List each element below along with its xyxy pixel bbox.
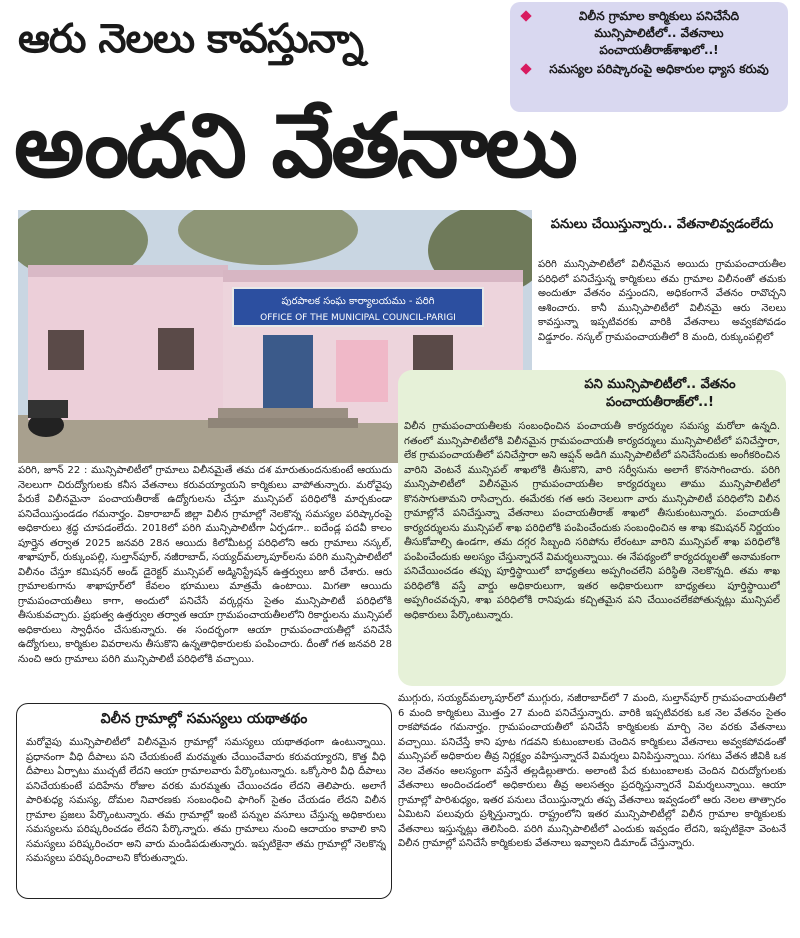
lead-article-text: పరిగి, జూన్ 22 : మున్సిపాలిటీలో గ్రామాలు విలీనమైతే తమ దశ మారుతుందనుకుంటే ఆయుదు నెలలుగా చిరుద్యోగులకు కనీస వేతనాలు కరువయ్యాయని కార్మికులు వాపోతున్నారు. మరోవైపు పేరుకే విలీనమైనా పంచాయతీరాజ్ ఉద్యోగులను చేస్తూ మున్సిపల్ పరిధిలోకి మార్చకుండా పనిచేయిస్తుండడం గమనార్హం. వికారాబాద్ జిల్లా విలీన గ్రామాల్లో నెలకొన్న సమస్యల పరిష్కారంపై అధికారులు శ్రద్ధ చూపడంలేదు. 2018లో పరిగి మున్సిపాలిటీగా ఏర్పడగా.. ఐదేండ్ల పదవీ కాలం పూర్తైన తర్వాత 2025 జనవరి 28న ఆయిదు కిలోమీటర్ల పరిధిలోని ఆరు గ్రామాలు నస్కల్, శాఖాపూర్, రుక్కుంపల్లి, సుల్తాన్‌పూర్, నజీరాబాద్, సయ్యద్‌మల్కాపూర్‌లను పరిగి మున్సిపాలిటీలో విలీనం చేస్తూ కమిషనర్ అండ్ డైరెక్టర్ మున్సిపల్ అడ్మినిస్ట్రేషన్ ఉత్తర్వులు జారీ చేశారు. ఆరు గ్రామాలకుగాను శాఖాపూర్‌లో కేవలం భూములు మాత్రమే ఉంటాయి. మిగతా ఆయిదు గ్రామపంచాయతీలు కాగా, అందులో పనిచేసే వర్కర్లను సైతం మున్సిపాలిటీ పరిధిలోకి తీసుకువచ్చారు. ప్రభుత్వ ఉత్తర్వుల తర్వాత ఆయా గ్రామపంచాయతీలలోని రికార్డులను మున్సిపల్ అధికారులు స్వాధీనం చేసుకున్నారు. ఈ సందర్భంగా ఆయా గ్రామపంచాయతీల్లో పనిచేసే ఉద్యోగులు, కార్మికుల వివరాలను తీసుకొని ఉన్నతాధికారులకు పంపించారు. దీంతో గత జనవరి 28 నుంచి ఆరు గ్రామాలు పరిగి మున్సిపాలిటీ పరిధిలోకి వచ్చాయి. (18, 465, 392, 665)
right-top-text: పరిగి మున్సిపాలిటీలో విలీనమైన అయిదు గ్రామపంచాయతీల పరిధిలో పనిచేస్తున్న కార్మికులు తమ గ్రామాల విలీనంతో తమకు అందుతూ వేతనం వస్తుందని, అధికంగానే వేతనం రావొచ్చని ఆశించారు. కానీ మున్సిపాలిటీలో విలీనమై ఆరు నెలలు కావస్తున్నా ఇప్పటివరకు వారికి వేతనాలు అవ్వకపోవడం విడ్డూరం. నస్కల్ గ్రామపంచాయతీలో 8 మంది, రుక్కుంపల్లిలో (538, 259, 786, 343)
main-headline: అందని వేతనాలు (14, 94, 575, 197)
problems-box-text: మరోవైపు మున్సిపాలిటీలో విలీనమైన గ్రామాల్లో సమస్యలు యథాతథంగా ఉంటున్నాయి. ప్రధానంగా వీధి దీపాలు పని చేయకుంటే మరమ్మతు చేయించేవారు కరువయ్యారని, కొత్త వీధి దీపాలు ఏర్పాటు ముచ్చటే లేదని ఆయా గ్రామాలవారు పేర్కొంటున్నారు. ఒక్కోసారి వీధి దీపాలు పనిచేయకుంటే పదిహేను రోజుల వరకు మరమ్మతు చేయించడం లేదని తెలిపారు. అలాగే పారిశుధ్య సమస్య, దోమల నివారణకు సంబంధించి ఫాగింగ్ సైతం చేయడం లేదని విలీన గ్రామాల ప్రజలు పేర్కొంటున్నారు. తమ గ్రామాల్లో ఇంటి పన్నుల వసూలు చేస్తున్న అధికారులు సమస్యలను పరిష్కరించడం లేదని పేర్కొన్నారు. తమ గ్రామాలు నుంచి ఆదాయం కావాలి కాని సమస్యలు పరిష్కరించరా అని వారు మండిపడుతున్నారు. ఇప్పటికైనా తమ గ్రామాల్లో నెలకొన్న సమస్యలు పరిష్కరించాలని కోరుతున్నారు. (26, 737, 386, 864)
right-top-heading: పనులు చేయిస్తున్నారు.. వేతనాలివ్వడంలేదు (550, 217, 774, 232)
kicker-headline: ఆరు నెలలు కావస్తున్నా (18, 16, 363, 62)
bottom-right-text: ముగ్గురు, సయ్యద్‌మల్కాపూర్‌లో ముగ్గురు, నజీరాబాద్‌లో 7 మంది, సుల్తాన్‌పూర్ గ్రామపంచాయతీలో 6 మంది కార్మికులు మొత్తం 27 మంది పనిచేస్తున్నారు. వారికి ఇప్పటివరకు ఒక నెల వేతనం సైతం రాకపోవడం గమనార్హం. గ్రామపంచాయతీలో పనిచేసే కార్మికులకు మార్చి నెల వరకు వేతనాలు వచ్చాయి. పనిచేస్తే కాని పూట గడవని కుటుంబాలకు చెందిన కార్మికులు వేతనాలు అవ్వకపోవడంతో మున్సిపల్ అధికారుల తీవ్ర నిర్లక్ష్యం వహిస్తున్నారనే విమర్శలు వినిపిస్తున్నాయి. సగటు వేతన జీవికి ఒక నెల వేతనం ఆలస్యంగా వస్తేనే తల్లడిల్లుతారు. అలాంటి పేద కుటుంబాలకు చెందిన చిరుద్యోగులకు వేతనాలు అందించడంలో అధికారులు తీవ్ర అలసత్వం ప్రదర్శిస్తున్నారనే విమర్శలున్నాయి. ఆయా గ్రామాల్లో పారిశుధ్యం, ఇతర పనులు చేయిస్తున్నారు తప్ప వేతనాలు ఇవ్వడంలో ఆరు నెలల తాత్సారం ఏమిటని పలువురు ప్రశ్నిస్తున్నారు. రాష్ట్రంలోని ఇతర మున్సిపాలిటీల్లో విలీన గ్రామాల కార్మికులకు వేతనాలు ఇస్తున్నట్లు తెలిసింది. పరిగి మున్సిపాలిటీలో ఎందుకు ఇవ్వడం లేదని, ఇప్పటికైనా వెంటనే విలీన గ్రామాల్లో పనిచేసే కార్మికులకు వేతనాలు ఇవ్వాలని డిమాండ్ చేస్తున్నారు. (398, 693, 786, 849)
signboard-telugu-text: పురపాలక సంఘ కార్యాలయము - పరిగి (281, 296, 435, 307)
signboard-english-text: OFFICE OF THE MUNICIPAL COUNCIL-PARIGI (260, 313, 456, 323)
highlight-item (518, 61, 780, 78)
highlight-text: విలీన గ్రామాల కార్మికులు పనిచేసేది మున్సిపాలిటీలో.. వేతనాలు పంచాయతీరాజ్‌శాఖలో..! (578, 9, 740, 57)
highlight-text: సమస్యల పరిష్కారంపై అధికారుల ధ్యాస కరువు (549, 62, 769, 76)
highlight-item (518, 8, 780, 59)
diamond-bullet-icon (520, 10, 531, 21)
green-box-heading: పని మున్సిపాలిటీలో.. వేతనం పంచాయతీరాజ్‌లో..! (584, 377, 736, 410)
diamond-bullet-icon (520, 63, 531, 74)
green-box-text: విలీన గ్రామపంచాయతీలకు సంబంధించిన పంచాయతీ కార్యదర్శుల సమస్య మరోలా ఉన్నది. గతంలో మున్సిపాలిటీలోకి విలీనమైన గ్రామపంచాయతీ కార్యదర్శులు మున్సిపాలిటీలో పనిచేస్తారా, లేక గ్రామపంచాయతీలో పనిచేస్తారా అని ఆప్షన్ అడిగి మున్సిపాలిటీలో పనిచేసేందుకు అంగీకరించిన వారిని వెంటనే మున్సిపల్ శాఖలోకి తీసుకొని, వారి సర్వీసును అలాగే కొనసాగించారు. పరిగి మున్సిపాలిటీలో విలీనమైన గ్రామపంచాయతీల కార్యదర్శులు తాము మున్సిపాలిటీలో కొనసాగుతామని రాసిచ్చారు. ఈమేరకు గత ఆరు నెలలుగా వారు మున్సిపాలిటీ పరిధిలోని విలీన గ్రామాల్లోనే పనిచేస్తున్నా వేతనాలు పంచాయతీరాజ్ శాఖలో తీసుకుంటున్నారు. పంచాయతీ కార్యదర్శులను మున్సిపల్ శాఖ పరిధిలోకి పంపించేందుకు సంబంధించిన ఆ శాఖ కమిషనర్ నిర్ణయం తీసుకోవాల్సి ఉండగా, తమ దగ్గర సిబ్బంది సరిపోను లేరంటూ వారిని మున్సిపల్ శాఖ పరిధిలోకి పంపించేందుకు అలస్యం చేస్తున్నారనే విమర్శలున్నాయి. ఈ నేపథ్యంలో కార్యదర్శులతో అనామకంగా పనిచేయించడం తప్పు పూర్తిస్థాయిలో బాధ్యతలు అప్పగించలేని పరిస్థితి నెలకొన్నది. తమ శాఖ పరిధిలోకి వస్తే వార్డు అధికారులుగా, ఇతర అధికారులుగా బాధ్యతలు పూర్తిస్థాయిలో అప్పగించవచ్చని, శాఖ పరిధిలోకి రానిపుడు కచ్చితమైన పని చేయించలేకపోతున్నట్లు మున్సిపల్ అధికారులు పేర్కొంటున్నారు. (404, 421, 780, 621)
problems-box-heading: విలీన గ్రామాల్లో సమస్యలు యథాతథం (100, 711, 308, 727)
